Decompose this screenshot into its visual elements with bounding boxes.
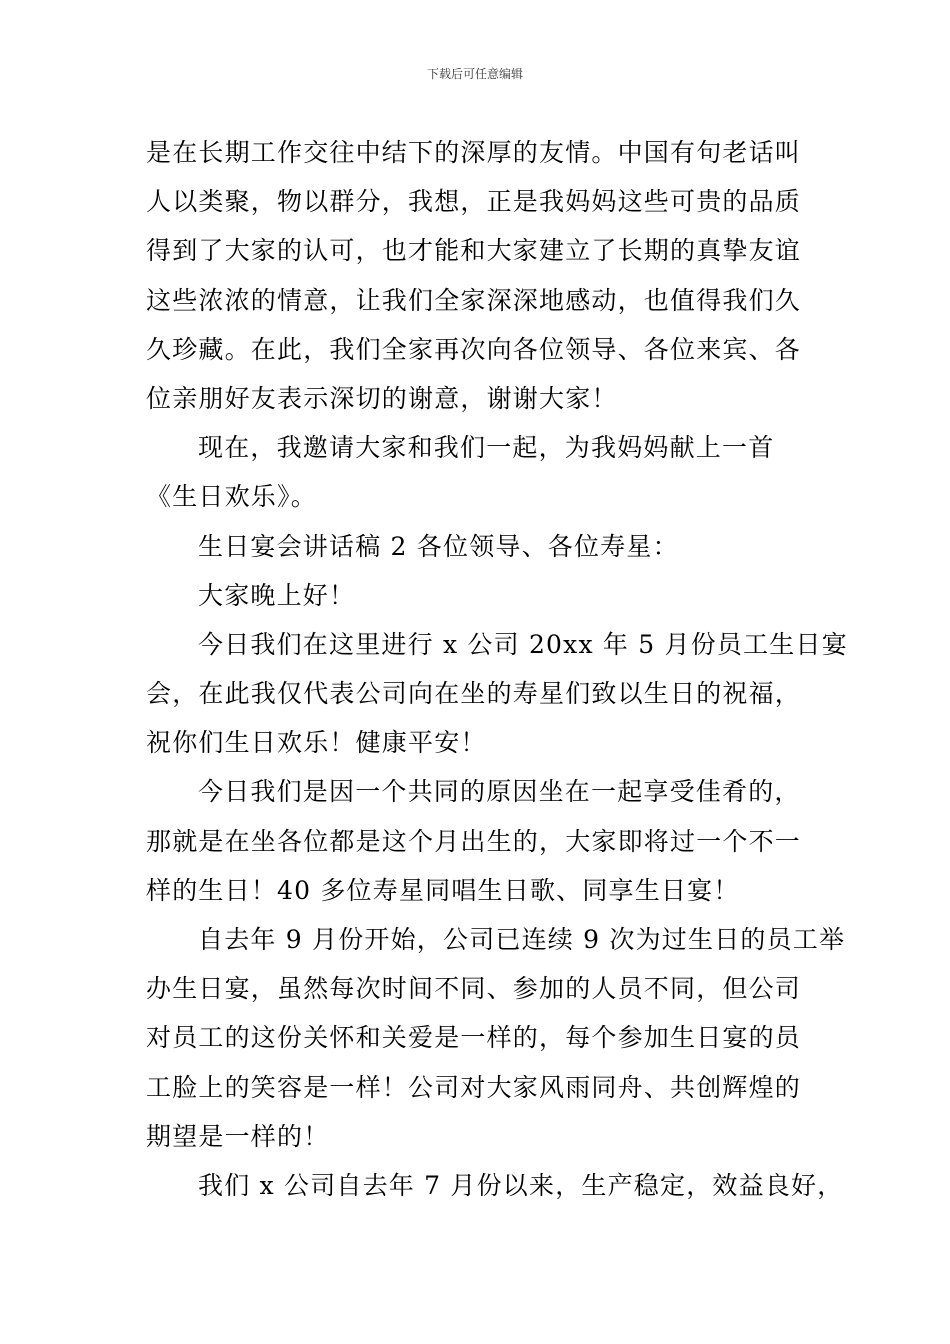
paragraph-first-line: 今日我们在这里进行 x 公司 20xx 年 5 月份员工生日宴 [198, 629, 848, 659]
text-line: 这些浓浓的情意，让我们全家深深地感动，也值得我们久 [146, 285, 802, 315]
paragraph-first-line: 生日宴会讲话稿 2 各位领导、各位寿星： [198, 531, 679, 561]
paragraph-first-line: 大家晚上好！ [198, 580, 356, 610]
text-line: 位亲朋好友表示深切的谢意，谢谢大家！ [146, 383, 618, 413]
text-line: 祝你们生日欢乐！健康平安！ [146, 728, 487, 758]
paragraph-first-line: 自去年 9 月份开始，公司已连续 9 次为过生日的员工举 [198, 925, 846, 954]
text-line: 那就是在坐各位都是这个月出生的，大家即将过一个不一 [146, 826, 802, 856]
paragraph-first-line: 今日我们是因一个共同的原因坐在一起享受佳肴的， [198, 777, 801, 807]
paragraph-first-line: 我们 x 公司自去年 7 月份以来，生产稳定，效益良好， [198, 1170, 844, 1200]
text-line: 工脸上的笑容是一样！公司对大家风雨同舟、共创辉煌的 [146, 1072, 802, 1102]
page-header: 下载后可任意编辑 [426, 67, 523, 81]
text-line: 《生日欢乐》。 [146, 482, 317, 512]
text-line: 样的生日！40 多位寿星同唱生日歌、同享生日宴！ [146, 875, 740, 905]
paragraph-first-line: 现在，我邀请大家和我们一起，为我妈妈献上一首 [198, 433, 775, 463]
text-line: 久珍藏。在此，我们全家再次向各位领导、各位来宾、各 [146, 334, 802, 364]
text-line: 对员工的这份关怀和关爱是一样的，每个参加生日宴的员 [146, 1023, 802, 1053]
document-body [146, 128, 848, 1210]
text-line: 办生日宴，虽然每次时间不同、参加的人员不同，但公司 [146, 974, 802, 1004]
text-line: 会，在此我仅代表公司向在坐的寿星们致以生日的祝福， [146, 679, 802, 709]
text-line: 得到了大家的认可，也才能和大家建立了长期的真挚友谊 [146, 236, 802, 266]
text-line: 期望是一样的！ [146, 1121, 330, 1151]
text-line: 人以类聚，物以群分，我想，正是我妈妈这些可贵的品质 [146, 187, 802, 217]
text-line: 是在长期工作交往中结下的深厚的友情。中国有句老话叫 [146, 138, 802, 167]
